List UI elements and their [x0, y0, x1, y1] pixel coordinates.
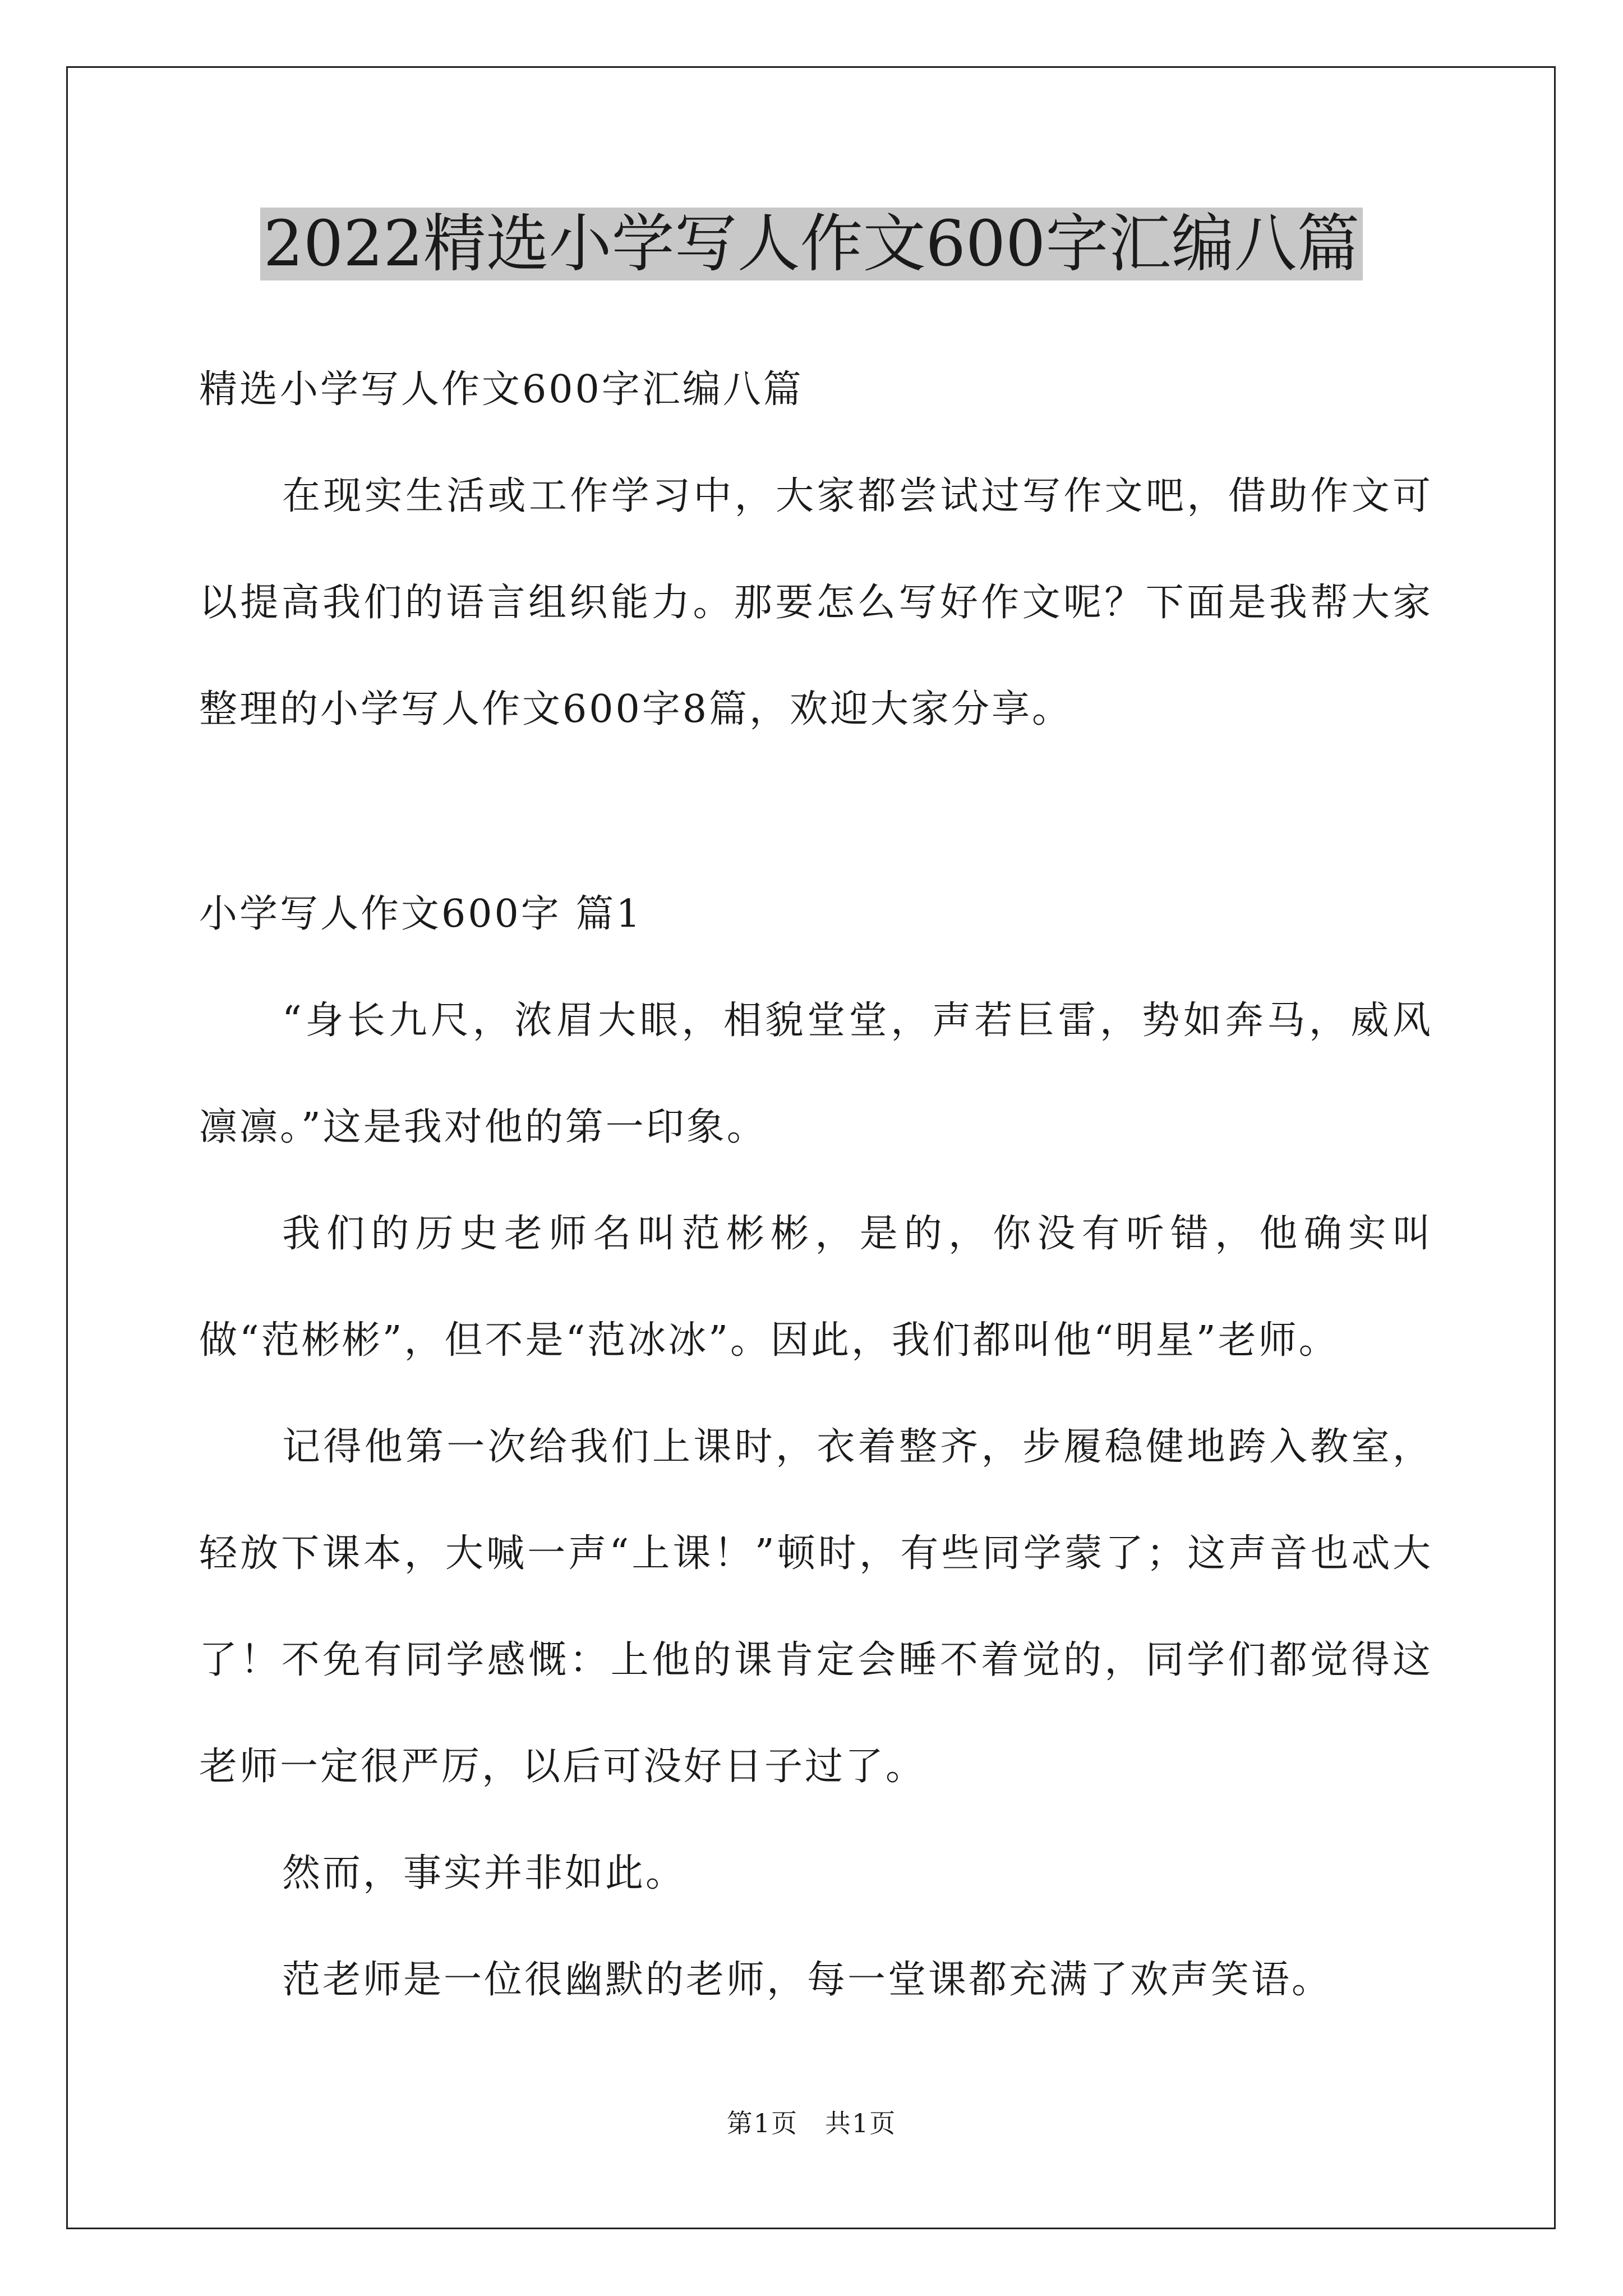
body-paragraph-3: 记得他第一次给我们上课时，衣着整齐，步履稳健地跨入教室，轻放下课本，大喊一声“上课！”顿时，有些同学蒙了；这声音也忒大了！不免有同学感慨：上他的课肯定会睡不着觉的，同学们都觉得这老师一定很严厉，以后可没好日子过了。	[199, 1425, 1433, 1789]
body-paragraph-1: “身长九尺，浓眉大眼，相貌堂堂，声若巨雷，势如奔马，威风凛凛。”这是我对他的第一印象。	[199, 999, 1433, 1149]
document-subtitle: 精选小学写人作文600字汇编八篇	[199, 367, 804, 412]
page-footer: 第1页 共1页	[726, 2108, 897, 2138]
section-heading: 小学写人作文600字 篇1	[199, 892, 643, 936]
body-paragraph-4: 然而，事实并非如此。	[282, 1851, 686, 1895]
document-title-text: 2022精选小学写人作文600字汇编八篇	[260, 208, 1363, 280]
body-paragraph-5: 范老师是一位很幽默的老师，每一堂课都充满了欢声笑语。	[282, 1958, 1332, 2002]
intro-paragraph: 在现实生活或工作学习中，大家都尝试过写作文吧，借助作文可以提高我们的语言组织能力。那要怎么写好作文呢？下面是我帮大家整理的小学写人作文600字8篇，欢迎大家分享。	[199, 474, 1433, 731]
document-title	[0, 202, 1623, 286]
body-paragraph-2: 我们的历史老师名叫范彬彬，是的，你没有听错，他确实叫做“范彬彬”，但不是“范冰冰”。因此，我们都叫他“明星”老师。	[199, 1212, 1433, 1363]
